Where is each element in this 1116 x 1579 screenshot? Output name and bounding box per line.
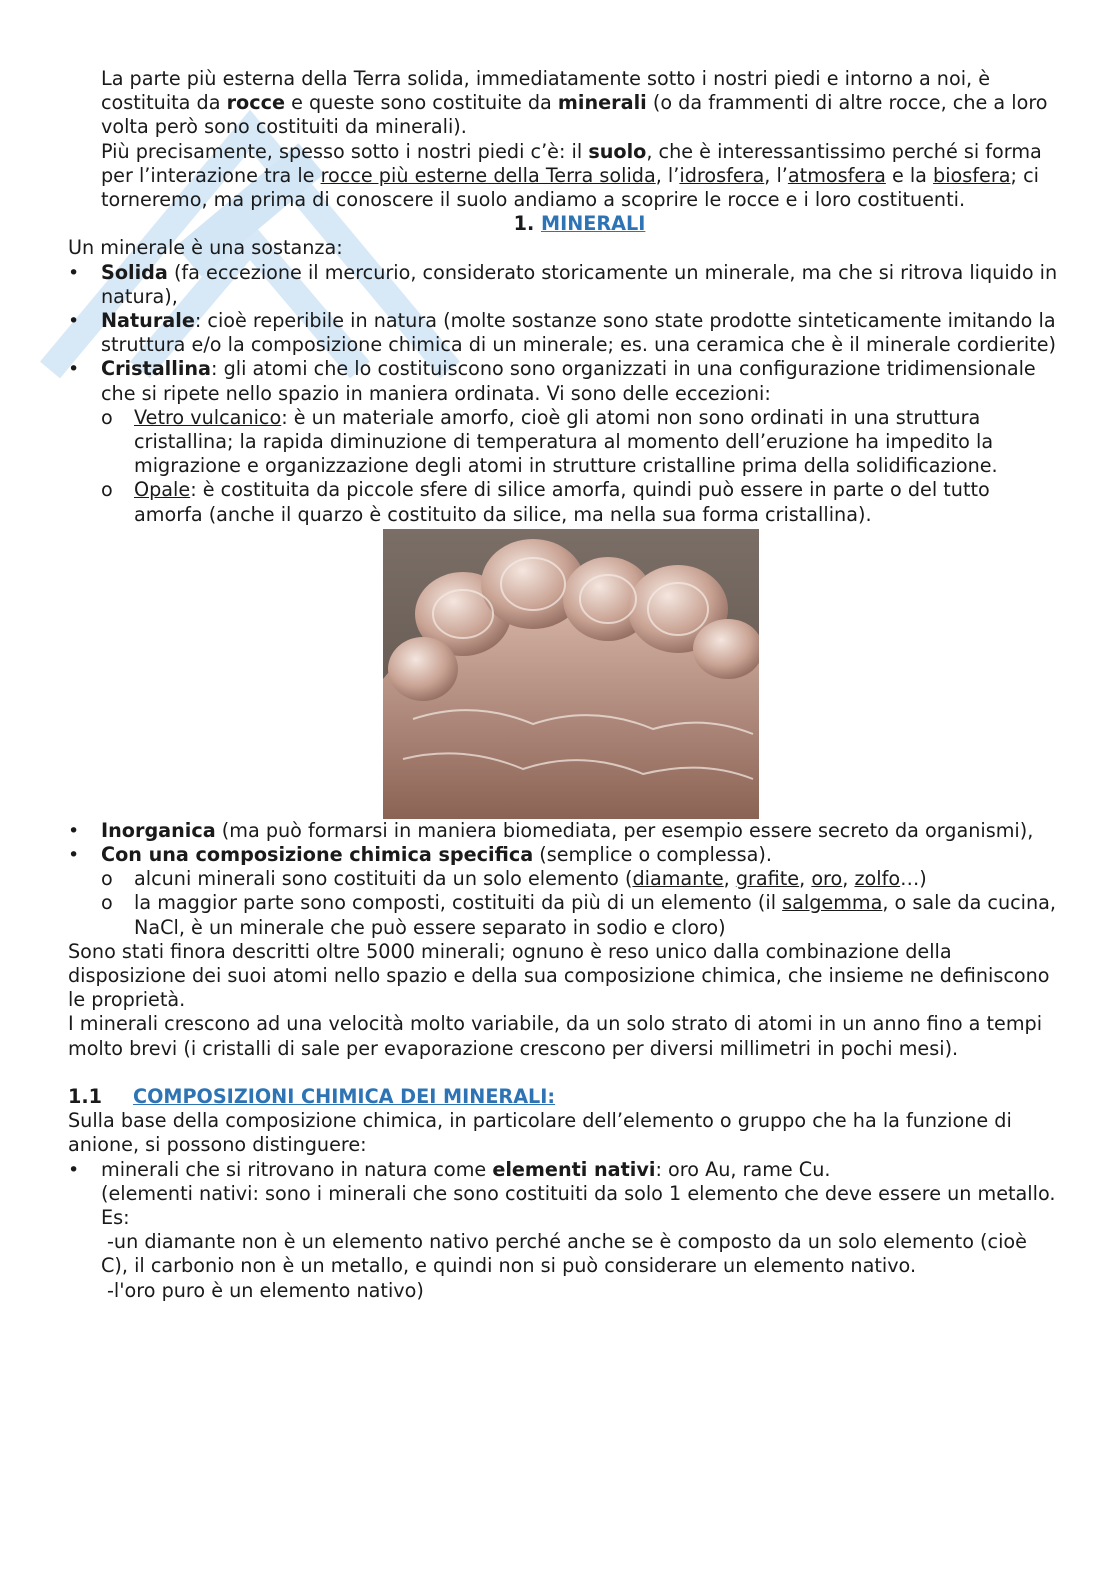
paragraph-5000-minerali: Sono stati finora descritti oltre 5000 minerali; ognuno è reso unico dalla combinazione della disposizione dei suoi atomi nello spazio e della sua composizione chimica, che insieme ne definiscono le proprietà.	[68, 939, 1050, 1012]
list-item-opale: o Opale: è costituita da piccole sfere di silice amorfa, quindi può essere in parte o del tutto amorfa (anche il quarzo è costituito da silice, ma nella sua forma cristallina).	[68, 478, 1058, 526]
link-atmosfera[interactable]: atmosfera	[787, 163, 886, 187]
link-grafite[interactable]: grafite	[735, 867, 800, 891]
list-item-elementi-nativi: • minerali che si ritrovano in natura come elementi nativi: oro Au, rame Cu.	[68, 1158, 1058, 1182]
mineral-properties-list-2	[68, 819, 1058, 867]
document-content	[68, 67, 1058, 1303]
native-note-diamante: -un diamante non è un elemento nativo perché anche se è composto da un solo elemento (cioè C), il carbonio non è un metallo, e quindi non si può considerare un elemento nativo.	[101, 1230, 1027, 1278]
section-title-link[interactable]: MINERALI	[540, 212, 646, 236]
link-rocce-esterne[interactable]: rocce più esterne della Terra solida	[320, 163, 656, 187]
subsection-number: 1.1	[68, 1084, 102, 1108]
term-rocce: rocce	[226, 91, 285, 115]
exceptions-list	[68, 406, 1058, 527]
native-elements-list	[68, 1158, 1058, 1182]
section1-lead: Un minerale è una sostanza:	[68, 236, 343, 260]
link-vetro-vulcanico[interactable]: Vetro vulcanico	[134, 405, 282, 429]
list-item-compounds: o la maggior parte sono composti, costituiti da più di un elemento (il salgemma, o sale da cucina, NaCl, è un minerale che può essere separato in sodio e cloro)	[68, 891, 1058, 939]
list-item-vetro-vulcanico: o Vetro vulcanico: è un materiale amorfo, cioè gli atomi non sono ordinati in una struttura cristallina; la rapida diminuzione di temperatura al momento dell’eruzione ha impedito la migrazione e organizzazione degli atomi in strutture cristalline prima della solidificazione.	[68, 406, 1058, 479]
list-item-naturale: • Naturale: cioè reperibile in natura (molte sostanze sono state prodotte sinteticamente imitando la struttura e/o la composizione chimica di un minerale; es. una ceramica che è il minerale cordierite)	[68, 309, 1058, 357]
link-diamante[interactable]: diamante	[632, 867, 724, 891]
subsection-title-link[interactable]: COMPOSIZIONI CHIMICA DEI MINERALI:	[133, 1084, 556, 1108]
link-zolfo[interactable]: zolfo	[854, 867, 901, 891]
intro-paragraph-1: La parte più esterna della Terra solida, immediatamente sotto i nostri piedi e intorno a noi, è costituita da rocce e queste sono costituite da minerali (o da frammenti di altre rocce, che a loro volta però sono costituiti da minerali).	[101, 67, 1048, 139]
section-heading-minerali	[101, 212, 1058, 236]
link-biosfera[interactable]: biosfera	[933, 163, 1011, 187]
list-item-inorganica: • Inorganica (ma può formarsi in maniera biomediata, per esempio essere secreto da organismi),	[68, 819, 1058, 843]
section-number: 1.	[513, 212, 535, 236]
link-idrosfera[interactable]: idrosfera	[679, 163, 765, 187]
link-oro[interactable]: oro	[811, 867, 843, 891]
native-note: (elementi nativi: sono i minerali che sono costituiti da solo 1 elemento che deve essere un metallo. Es:	[101, 1181, 1056, 1229]
intro-paragraph-2: Più precisamente, spesso sotto i nostri piedi c’è: il suolo, che è interessantissimo perché si forma per l’interazione tra le rocce più esterne della Terra solida, l’idrosfera, l’atmosfera e la biosfera; ci torneremo, ma prima di conoscere il suolo andiamo a scoprire le rocce e i loro costituenti.	[101, 139, 1042, 212]
paragraph-crescita: I minerali crescono ad una velocità molto variabile, da un solo strato di atomi in un anno fino a tempi molto brevi (i cristalli di sale per evaporazione crescono per diversi millimetri in pochi mesi).	[68, 1012, 1043, 1060]
section-heading-composizioni	[68, 1085, 1058, 1109]
list-item-solida: • Solida (fa eccezione il mercurio, considerato storicamente un minerale, ma che si ritrova liquido in natura),	[68, 261, 1058, 309]
link-salgemma[interactable]: salgemma	[782, 891, 883, 915]
term-suolo: suolo	[588, 139, 647, 163]
list-item-composizione: • Con una composizione chimica specifica (semplice o complessa).	[68, 843, 1058, 867]
section11-lead: Sulla base della composizione chimica, in particolare dell’elemento o gruppo che ha la funzione di anione, si possono distinguere:	[68, 1109, 1012, 1157]
composition-list	[68, 867, 1058, 940]
link-opale[interactable]: Opale	[134, 478, 191, 502]
term-minerali: minerali	[557, 91, 647, 115]
native-note-oro: -l'oro puro è un elemento nativo)	[107, 1278, 424, 1302]
list-item-single-element: o alcuni minerali sono costituiti da un solo elemento (diamante, grafite, oro, zolfo…)	[68, 867, 1058, 891]
mineral-properties-list	[68, 261, 1058, 406]
list-item-cristallina: • Cristallina: gli atomi che lo costituiscono sono organizzati in una configurazione tridimensionale che si ripete nello spazio in maniera ordinata. Vi sono delle eccezioni:	[68, 357, 1058, 405]
opal-photo	[383, 529, 759, 819]
